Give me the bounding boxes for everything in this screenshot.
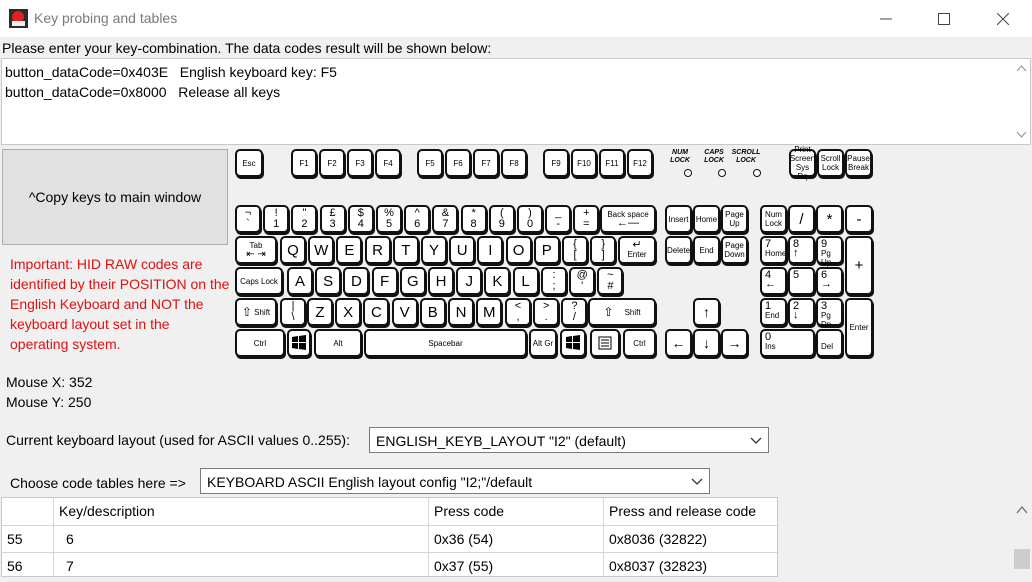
key-g[interactable]: G bbox=[400, 267, 426, 295]
key-f1[interactable]: F1 bbox=[291, 149, 317, 177]
key-x[interactable]: X bbox=[335, 298, 361, 326]
table-cell-release-code[interactable]: 0x8037 (32823) bbox=[604, 553, 778, 577]
key-symbol[interactable]: + = bbox=[573, 205, 599, 233]
key-j[interactable]: J bbox=[456, 267, 482, 295]
key-q[interactable]: Q bbox=[280, 236, 306, 264]
table-cell-index[interactable]: 55 bbox=[2, 526, 54, 553]
scroll-arrows-icon bbox=[1013, 59, 1030, 144]
output-textbox[interactable] bbox=[1, 58, 1031, 145]
close-button[interactable] bbox=[974, 0, 1032, 37]
key-t[interactable]: T bbox=[393, 236, 419, 264]
code-tables-select[interactable] bbox=[200, 468, 710, 494]
key-punct[interactable]: ? / bbox=[561, 298, 587, 326]
layout-label: Current keyboard layout (used for ASCII values 0..255): bbox=[6, 432, 350, 448]
key-l[interactable]: L bbox=[513, 267, 539, 295]
chevron-down-icon bbox=[750, 434, 762, 446]
key-scroll-lock[interactable]: Scroll Lock bbox=[817, 149, 844, 177]
key-c[interactable]: C bbox=[363, 298, 389, 326]
key-f5[interactable]: F5 bbox=[417, 149, 443, 177]
table-cell-key[interactable]: 6 bbox=[54, 526, 429, 553]
key-bracket[interactable]: { [ bbox=[562, 236, 588, 264]
key-page-down[interactable]: Page Down bbox=[721, 236, 748, 264]
key-1[interactable]: ! 1 bbox=[263, 205, 289, 233]
key-right-shift[interactable]: ⇧ Shift bbox=[588, 298, 656, 326]
mouse-x-readout: Mouse X: 352 bbox=[6, 374, 93, 390]
key-num-3[interactable]: 3 Pg Dn bbox=[816, 298, 843, 326]
key-arrow-left[interactable]: ← bbox=[665, 329, 692, 357]
key-f12[interactable]: F12 bbox=[627, 149, 653, 177]
code-table bbox=[1, 497, 778, 577]
key-print-screen-sys-rq[interactable]: Print Screen Sys Rq bbox=[789, 145, 816, 181]
key-right-ctrl[interactable]: Ctrl bbox=[623, 329, 656, 357]
key-num-enter[interactable]: Enter bbox=[845, 298, 873, 357]
key-arrow-up[interactable]: ↑ bbox=[693, 298, 720, 326]
indicator-num-lock: NUM LOCK bbox=[670, 149, 690, 164]
key-h[interactable]: H bbox=[428, 267, 454, 295]
key-end[interactable]: End bbox=[693, 236, 720, 264]
key-r[interactable]: R bbox=[365, 236, 391, 264]
copy-keys-button[interactable]: ^Copy keys to main window bbox=[2, 149, 228, 245]
key-p[interactable]: P bbox=[534, 236, 560, 264]
key-8[interactable]: * 8 bbox=[461, 205, 487, 233]
key-y[interactable]: Y bbox=[421, 236, 447, 264]
key-backslash[interactable]: | \ bbox=[280, 298, 306, 326]
key-s[interactable]: S bbox=[315, 267, 341, 295]
key-num-9[interactable]: 9 Pg Up bbox=[816, 236, 843, 264]
key-num-7[interactable]: 7 Home bbox=[760, 236, 787, 264]
close-icon bbox=[997, 13, 1009, 25]
key-spacebar[interactable]: Spacebar bbox=[364, 329, 527, 357]
key-o[interactable]: O bbox=[506, 236, 532, 264]
key-insert[interactable]: Insert bbox=[665, 205, 692, 233]
key-num-2[interactable]: 2 ↓ bbox=[788, 298, 815, 326]
table-cell-press-code[interactable]: 0x36 (54) bbox=[429, 526, 604, 553]
key-6[interactable]: ^ 6 bbox=[404, 205, 430, 233]
key-bracket[interactable]: } ] bbox=[590, 236, 616, 264]
code-tables-select-value: KEYBOARD ASCII English layout config "I2;"/default bbox=[207, 474, 533, 490]
table-cell-key[interactable]: 7 bbox=[54, 553, 429, 577]
key-arrow-right[interactable]: → bbox=[721, 329, 748, 357]
scroll-arrow-up-icon bbox=[1012, 497, 1032, 577]
indicator-scroll-lock: SCROLL LOCK bbox=[731, 149, 761, 164]
table-header-index bbox=[2, 498, 54, 526]
key-2[interactable]: " 2 bbox=[291, 205, 317, 233]
important-note: Important: HID RAW codes are identified by their POSITION on the English Keyboard and NOT the keyboard layout set in the operating system. bbox=[10, 256, 230, 352]
key-4[interactable]: $ 4 bbox=[348, 205, 374, 233]
app-icon bbox=[9, 9, 28, 28]
key-i[interactable]: I bbox=[477, 236, 503, 264]
key-punct[interactable]: ~ # bbox=[597, 267, 623, 295]
key-7[interactable]: & 7 bbox=[432, 205, 458, 233]
key-right-win[interactable] bbox=[560, 329, 586, 357]
key-num-lock[interactable]: Num Lock bbox=[760, 205, 787, 233]
key-b[interactable]: B bbox=[420, 298, 446, 326]
indicator-led bbox=[753, 169, 761, 177]
output-line: button_dataCode=0x8000 Release all keys bbox=[5, 84, 281, 100]
layout-select[interactable] bbox=[369, 427, 769, 453]
table-header-press-release-code[interactable]: Press and release code bbox=[604, 498, 778, 526]
table-cell-press-code[interactable]: 0x37 (55) bbox=[429, 553, 604, 577]
key-f4[interactable]: F4 bbox=[375, 149, 401, 177]
key-left-win[interactable] bbox=[287, 329, 311, 357]
key-esc[interactable]: Esc bbox=[235, 149, 263, 177]
key-arrow-down[interactable]: ↓ bbox=[693, 329, 720, 357]
key-n[interactable]: N bbox=[448, 298, 474, 326]
key-symbol[interactable]: ¬ ` bbox=[235, 205, 261, 233]
key-enter[interactable]: ↵ Enter bbox=[618, 236, 656, 264]
key-num-5[interactable]: 5 bbox=[788, 267, 815, 295]
mouse-y-readout: Mouse Y: 250 bbox=[6, 394, 92, 410]
key-symbol[interactable]: _ - bbox=[545, 205, 571, 233]
table-cell-index[interactable]: 56 bbox=[2, 553, 54, 577]
key-num-0[interactable]: 0 Ins bbox=[760, 329, 815, 357]
key-tab[interactable]: Tab ⇤ ⇥ bbox=[235, 236, 277, 264]
key-num-1[interactable]: 1 End bbox=[760, 298, 787, 326]
maximize-icon bbox=[938, 13, 950, 25]
prompt-label: Please enter your key-combination. The data codes result will be shown below: bbox=[2, 40, 492, 56]
layout-select-value: ENGLISH_KEYB_LAYOUT "I2" (default) bbox=[376, 433, 626, 449]
key-punct[interactable]: : ; bbox=[541, 267, 567, 295]
indicator-led bbox=[718, 169, 726, 177]
key-caps-lock[interactable]: Caps Lock bbox=[235, 267, 283, 295]
key-f8[interactable]: F8 bbox=[501, 149, 527, 177]
key-num-multiply[interactable]: * bbox=[816, 205, 843, 233]
key-w[interactable]: W bbox=[308, 236, 334, 264]
title-bar bbox=[0, 0, 1032, 37]
key-k[interactable]: K bbox=[484, 267, 510, 295]
key-f9[interactable]: F9 bbox=[543, 149, 569, 177]
window-title: Key probing and tables bbox=[34, 10, 178, 26]
key-f10[interactable]: F10 bbox=[571, 149, 597, 177]
key-left-alt[interactable]: Alt bbox=[314, 329, 362, 357]
key-z[interactable]: Z bbox=[307, 298, 333, 326]
code-tables-label: Choose code tables here => bbox=[10, 475, 186, 491]
key-pause-break[interactable]: Pause Break bbox=[845, 149, 872, 177]
table-header-press-code[interactable]: Press code bbox=[429, 498, 604, 526]
indicator-caps-lock: CAPS LOCK bbox=[704, 149, 724, 164]
key-page-up[interactable]: Page Up bbox=[721, 205, 748, 233]
indicator-led bbox=[684, 169, 692, 177]
key-punct[interactable]: < , bbox=[505, 298, 531, 326]
key-f2[interactable]: F2 bbox=[319, 149, 345, 177]
output-scrollbar[interactable] bbox=[1013, 59, 1030, 144]
maximize-button[interactable] bbox=[915, 0, 973, 37]
output-line: button_dataCode=0x403E English keyboard key: F5 bbox=[5, 64, 337, 80]
key-num-8[interactable]: 8 ↑ bbox=[788, 236, 815, 264]
key-f3[interactable]: F3 bbox=[347, 149, 373, 177]
key-0[interactable]: ) 0 bbox=[517, 205, 543, 233]
key-f[interactable]: F bbox=[372, 267, 398, 295]
key-delete[interactable]: Delete bbox=[665, 236, 692, 264]
key-backspace[interactable]: Back space ←— bbox=[600, 205, 656, 233]
table-scrollbar[interactable] bbox=[1012, 497, 1032, 577]
key-num-divide[interactable]: / bbox=[788, 205, 815, 233]
chevron-down-icon bbox=[691, 475, 703, 487]
key-f6[interactable]: F6 bbox=[445, 149, 471, 177]
key-num-subtract[interactable]: - bbox=[845, 205, 873, 233]
table-cell-release-code[interactable]: 0x8036 (32822) bbox=[604, 526, 778, 553]
key-f7[interactable]: F7 bbox=[473, 149, 499, 177]
key-menu[interactable] bbox=[590, 329, 620, 357]
key-punct[interactable]: > . bbox=[533, 298, 559, 326]
key-num-4[interactable]: 4 ← bbox=[760, 267, 787, 295]
key-num-add[interactable]: + bbox=[845, 236, 873, 295]
key-5[interactable]: % 5 bbox=[376, 205, 402, 233]
minimize-button[interactable] bbox=[857, 0, 915, 37]
key-v[interactable]: V bbox=[392, 298, 418, 326]
key-9[interactable]: ( 9 bbox=[489, 205, 515, 233]
key-3[interactable]: £ 3 bbox=[320, 205, 346, 233]
key-num-del[interactable]: Del bbox=[816, 329, 843, 357]
key-m[interactable]: M bbox=[476, 298, 502, 326]
minimize-icon bbox=[880, 13, 892, 25]
key-punct[interactable]: @ ' bbox=[569, 267, 595, 295]
key-alt-gr[interactable]: Alt Gr bbox=[529, 329, 557, 357]
key-u[interactable]: U bbox=[449, 236, 475, 264]
key-d[interactable]: D bbox=[343, 267, 369, 295]
key-e[interactable]: E bbox=[336, 236, 362, 264]
key-num-6[interactable]: 6 → bbox=[816, 267, 843, 295]
key-f11[interactable]: F11 bbox=[599, 149, 625, 177]
key-a[interactable]: A bbox=[287, 267, 313, 295]
key-left-shift[interactable]: ⇧ Shift bbox=[235, 298, 277, 326]
key-left-ctrl[interactable]: Ctrl bbox=[235, 329, 285, 357]
table-header-key[interactable]: Key/description bbox=[54, 498, 429, 526]
key-home[interactable]: Home bbox=[693, 205, 720, 233]
